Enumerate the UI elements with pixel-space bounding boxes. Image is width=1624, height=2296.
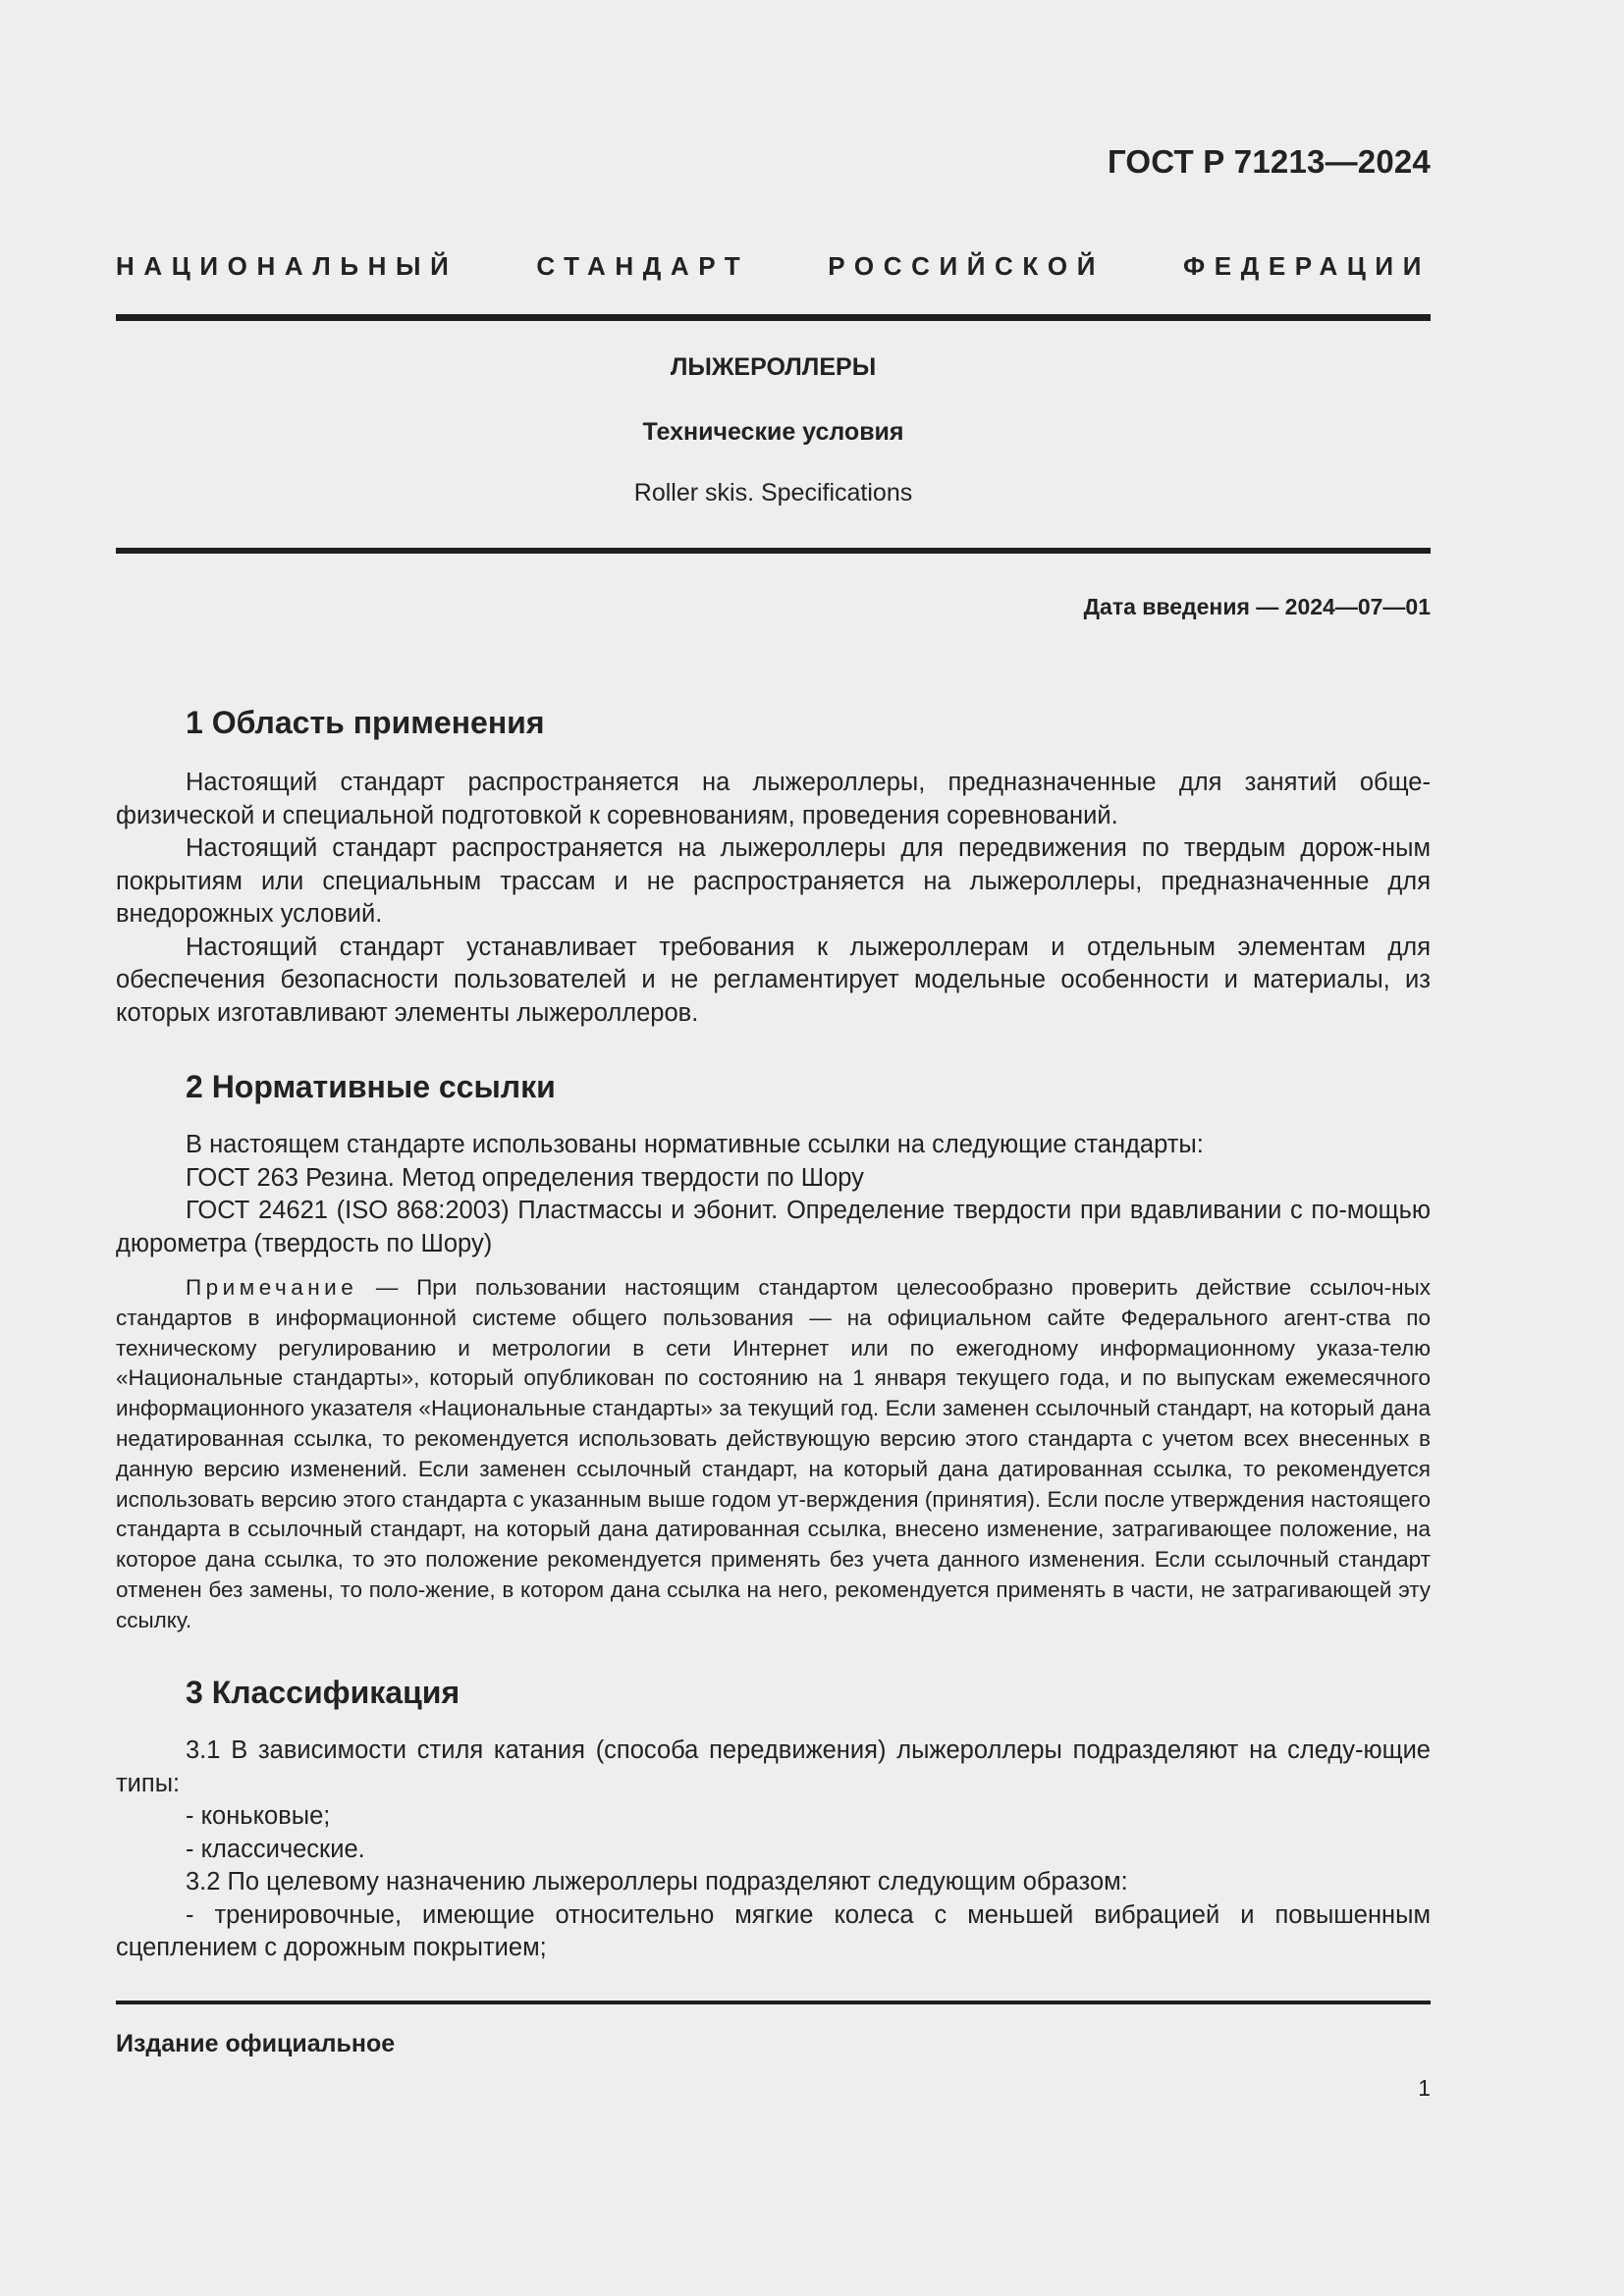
official-edition-label: Издание официальное <box>116 2030 396 2057</box>
standard-code: ГОСТ Р 71213—2024 <box>1107 143 1431 180</box>
page-number: 1 <box>1418 2075 1431 2101</box>
section-3-body <box>116 1735 1431 1965</box>
clause-3-2-item: - тренировочные, имеющие относительно мягкие колеса с меньшей вибрацией и повышенным сцеплением с дорожным покрытием; <box>116 1900 1431 1961</box>
clause-3-1: 3.1 В зависимости стиля катания (способа передвижения) лыжероллеры подразделяют на следу-ющие типы: <box>116 1736 1431 1797</box>
document-title: ЛЫЖЕРОЛЛЕРЫ <box>670 353 877 381</box>
section-1-paragraph: Настоящий стандарт устанавливает требования к лыжероллерам и отдельным элементам для обеспечения безопасности пользователей и не регламентирует модельные особенности и материалы, из которых изготавливают элементы лыжероллеров. <box>116 933 1431 1027</box>
english-title: Roller skis. Specifications <box>633 479 913 507</box>
reference-gost-24621: ГОСТ 24621 (ISO 868:2003) Пластмассы и эбонит. Определение твердости при вдавливании с по-мощью дюрометра (твердость по Шору) <box>116 1197 1431 1257</box>
section-1-body <box>116 767 1431 1030</box>
clause-3-2: 3.2 По целевому назначению лыжероллеры подразделяют следующим образом: <box>186 1868 1128 1896</box>
section-3-heading: 3 Классификация <box>186 1675 460 1710</box>
section-1-heading: 1 Область применения <box>186 705 545 740</box>
references-intro: В настоящем стандарте использованы нормативные ссылки на следующие стандарты: <box>186 1131 1204 1158</box>
reference-gost-263: ГОСТ 263 Резина. Метод определения твердости по Шору <box>186 1163 864 1192</box>
document-subtitle: Технические условия <box>642 418 904 446</box>
note-text: — При пользовании настоящим стандартом целесообразно проверить действие ссылоч-ных стандартов в информационной системе общего пользования — на официальном сайте Федерального агент-ства по техническому регулированию и метрологии в сети Интернет или по ежегодному информационному указа-телю «Национальные стандарты», который опубликован по состоянию на 1 января текущего года, и по выпускам ежемесячного информационного указателя «Национальные стандарты» за текущий год. Если заменен ссылочный стандарт, на который дана недатированная ссылка, то рекомендуется использовать действующую версию этого стандарта с учетом всех внесенных в данную версию изменений. Если заменен ссылочный стандарт, на который дана датированная ссылка, то рекомендуется использовать версию этого стандарта с указанным выше годом ут-верждения (принятия). Если после утверждения настоящего стандарта в ссылочный стандарт, на который дана датированная ссылка, внесено изменение, затрагивающее положение, на которое дана ссылка, то это положение рекомендуется применять без учета данного изменения. Если ссылочный стандарт отменен без замены, то поло-жение, в котором дана ссылка на него, рекомендуется применять в части, не затрагивающей эту ссылку. <box>116 1275 1431 1632</box>
list-item: - классические. <box>186 1835 365 1863</box>
footer-rule <box>116 2001 1431 2004</box>
reference-note <box>116 1273 1431 1636</box>
title-bottom-rule <box>116 548 1431 554</box>
introduction-date: Дата введения — 2024—07—01 <box>1083 594 1431 619</box>
note-label: Примечание <box>186 1275 358 1300</box>
section-1-paragraph: Настоящий стандарт распространяется на лыжероллеры, предназначенные для занятий обще-физической и специальной подготовкой к соревнованиям, проведения соревнований. <box>116 769 1431 829</box>
list-item: - коньковые; <box>186 1802 331 1830</box>
section-2-body <box>116 1129 1431 1260</box>
top-rule <box>116 314 1431 321</box>
section-2-heading: 2 Нормативные ссылки <box>186 1069 556 1104</box>
national-standard-banner: НАЦИОНАЛЬНЫЙ СТАНДАРТ РОССИЙСКОЙ ФЕДЕРАЦИИ <box>116 251 1431 281</box>
section-1-paragraph: Настоящий стандарт распространяется на лыжероллеры для передвижения по твердым дорож-ным покрытиям или специальным трассам и не распространяется на лыжероллеры, предназначенные для внедорожных условий. <box>116 834 1431 928</box>
